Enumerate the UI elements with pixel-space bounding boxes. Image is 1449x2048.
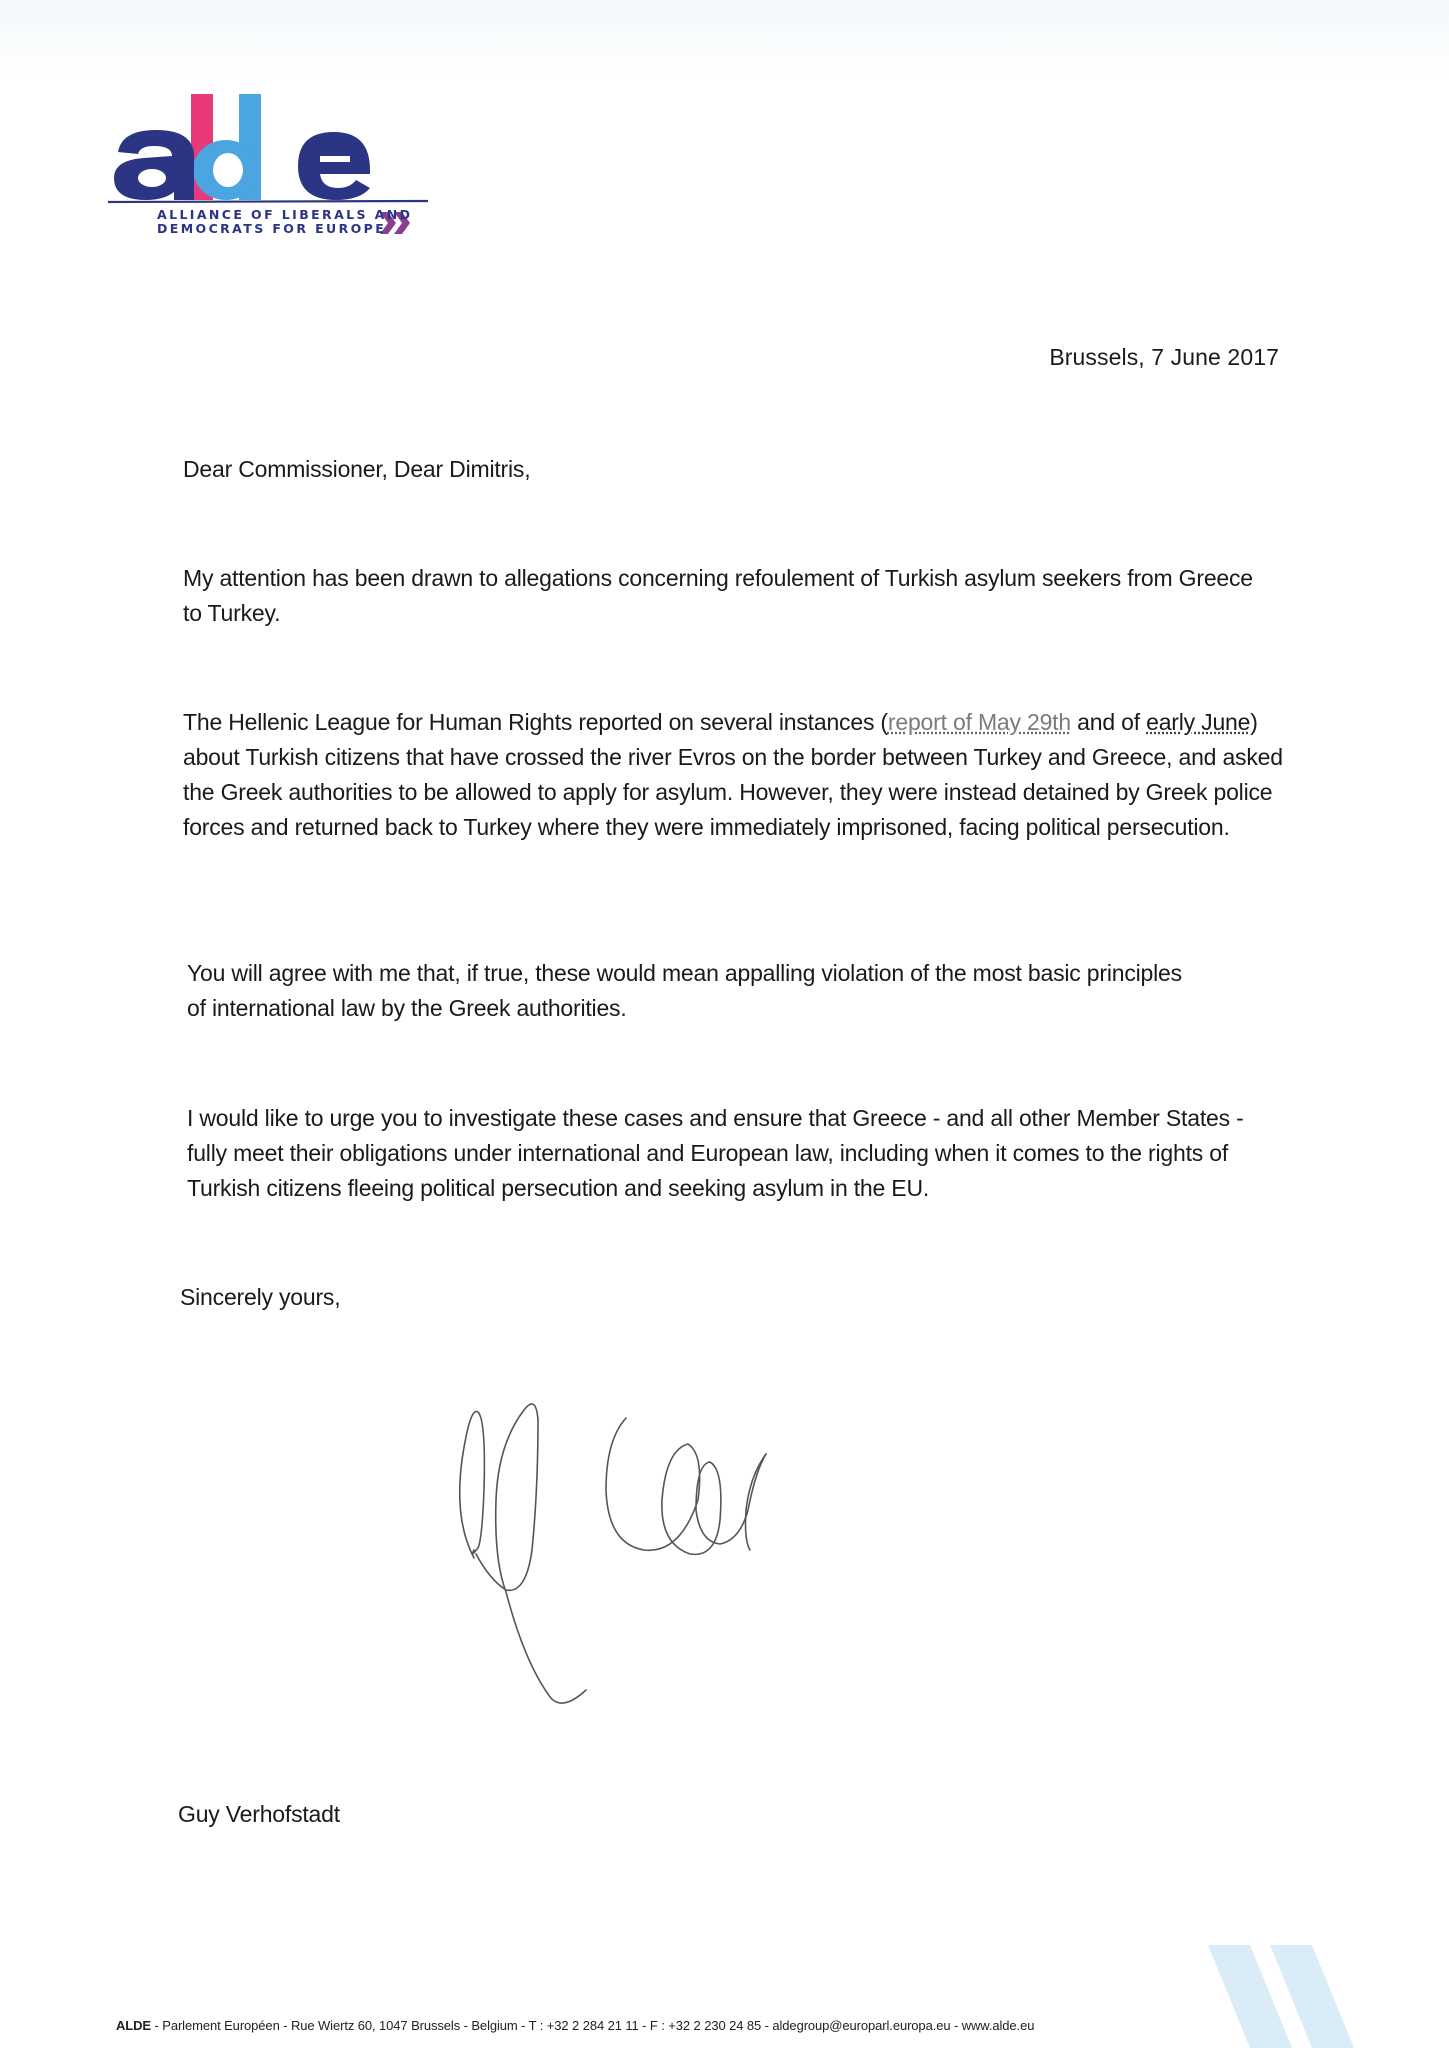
letter-date: Brussels, 7 June 2017: [1049, 344, 1279, 370]
alde-logo: [108, 88, 428, 206]
paragraph-2-text-start: The Hellenic League for Human Rights reported on several instances (: [183, 709, 888, 735]
report-may-29th-link[interactable]: report of May 29th: [887, 709, 1071, 735]
page-top-shading: [0, 0, 1449, 80]
organization-name-line1: ALLIANCE OF LIBERALS AND: [157, 207, 413, 222]
paragraph-1: My attention has been drawn to allegations concerning refoulement of Turkish asylum seekers from Greece to Turkey.: [183, 565, 1253, 626]
footer-contact: - Parlement Européen - Rue Wiertz 60, 1047 Brussels - Belgium - T : +32 2 284 21 11 - F : +32 2 230 24 85 - aldegroup@europarl.europa.eu - www.alde.eu: [151, 2018, 1035, 2033]
footer-address: [116, 2018, 1034, 2033]
paragraph-2-text-middle: and of: [1070, 709, 1147, 735]
early-june-link[interactable]: early June: [1146, 709, 1251, 735]
organization-name: [157, 208, 412, 236]
paragraph-3: You will agree with me that, if true, these would mean appalling violation of the most basic principles of international law by the Greek authorities.: [187, 960, 1182, 1021]
paragraph-4: I would like to urge you to investigate these cases and ensure that Greece - and all other Member States - fully meet their obligations under international and European law, including when it comes to the rights of Turkish citizens fleeing political persecution and seeking asylum in the EU.: [187, 1105, 1244, 1201]
closing: Sincerely yours,: [180, 1284, 341, 1310]
organization-name-line2: DEMOCRATS FOR EUROPE: [157, 221, 387, 236]
footer-org: ALDE: [116, 2018, 151, 2033]
handwritten-signature: [440, 1380, 820, 1720]
watermark-chevron-icon: [1200, 1945, 1390, 2048]
paragraph-2-text-end: ) about Turkish citizens that have crossed the river Evros on the border between Turkey and Greece, and asked the Greek authorities to be allowed to apply for asylum. However, they were instead detained by Greek police forces and returned back to Turkey where they were immediately imprisoned, facing political persecution.: [183, 709, 1283, 840]
salutation: Dear Commissioner, Dear Dimitris,: [183, 456, 531, 482]
signer-name: Guy Verhofstadt: [178, 1801, 340, 1827]
paragraph-2: [183, 705, 1298, 845]
